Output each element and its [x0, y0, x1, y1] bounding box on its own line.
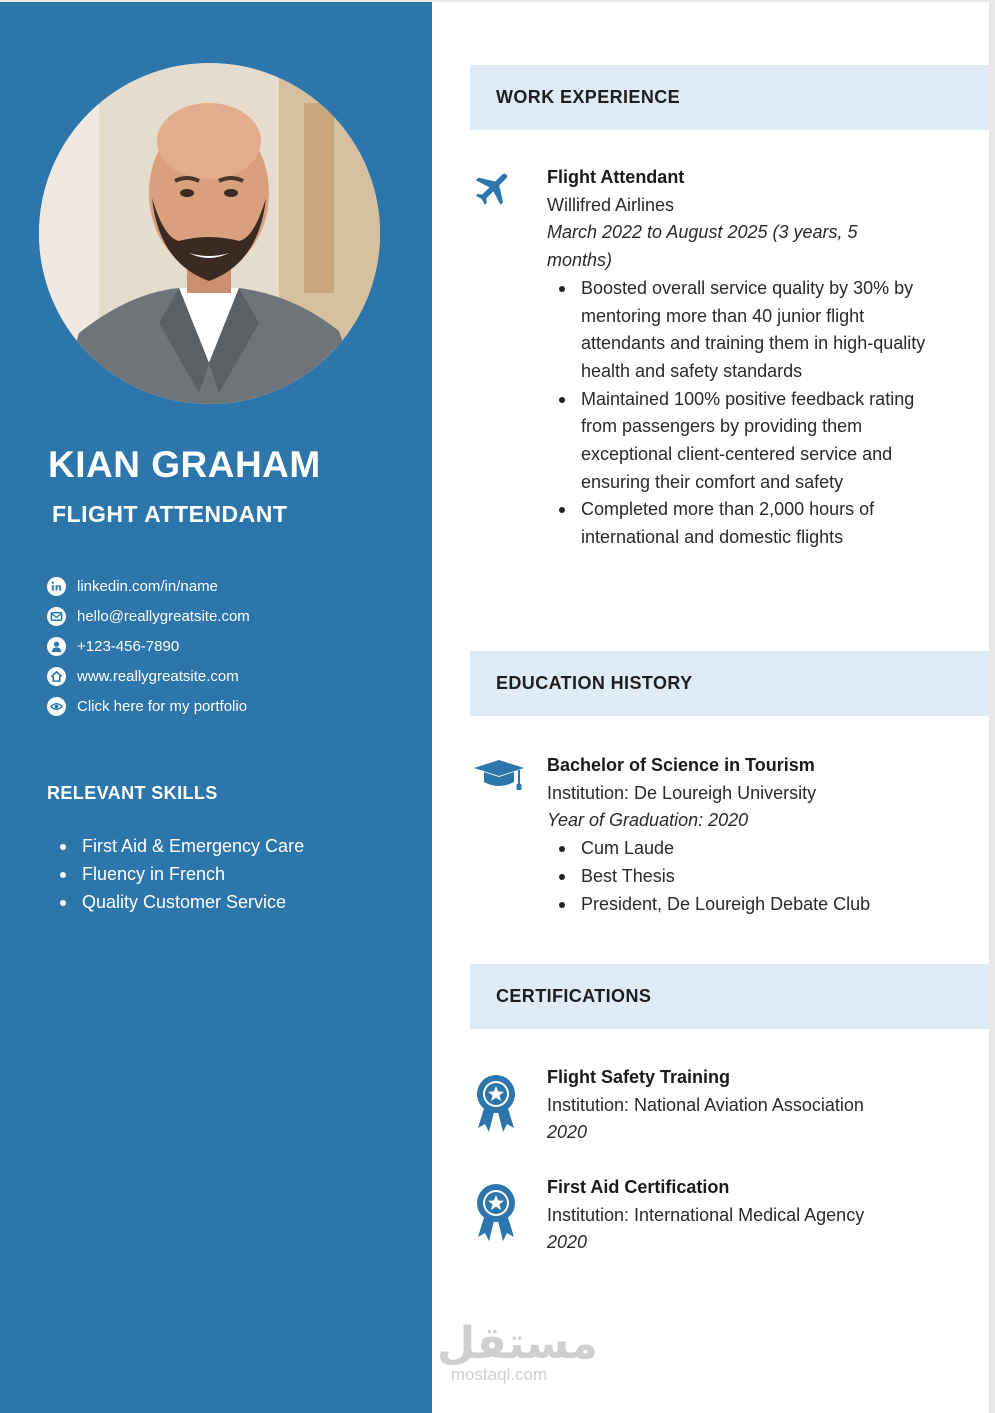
- skill-item: Fluency in French: [58, 860, 304, 888]
- education-heading: EDUCATION HISTORY: [496, 673, 693, 693]
- certifications-header: [470, 964, 989, 1029]
- work-bullet: Completed more than 2,000 hours of international and domestic flights: [547, 496, 927, 551]
- right-edge: [989, 0, 995, 1413]
- work-experience-heading: WORK EXPERIENCE: [496, 87, 681, 107]
- certifications-heading: CERTIFICATIONS: [496, 986, 652, 1006]
- graduation-cap-icon: [472, 758, 526, 794]
- work-experience-header: [470, 65, 989, 130]
- candidate-title: FLIGHT ATTENDANT: [52, 501, 288, 527]
- contact-list: [47, 571, 250, 721]
- contact-email-text: hello@reallygreatsite.com: [77, 607, 250, 625]
- watermark-arabic: مستقل: [437, 1318, 598, 1369]
- contact-linkedin-text: linkedin.com/in/name: [77, 577, 218, 595]
- certification-entry: [547, 1174, 927, 1257]
- work-period: March 2022 to August 2025 (3 years, 5 months): [547, 222, 858, 271]
- certification-institution: Institution: National Aviation Association: [547, 1094, 864, 1115]
- contact-portfolio-text: Click here for my portfolio: [77, 697, 248, 715]
- certification-title: First Aid Certification: [547, 1177, 730, 1197]
- contact-portfolio[interactable]: [47, 691, 250, 721]
- skill-item: Quality Customer Service: [58, 888, 304, 916]
- education-bullet: Cum Laude: [547, 835, 927, 863]
- work-role: Flight Attendant: [547, 167, 685, 187]
- award-ribbon-icon: [474, 1181, 518, 1245]
- skills-heading: RELEVANT SKILLS: [47, 783, 218, 803]
- contact-phone[interactable]: [47, 631, 250, 661]
- airplane-icon: [472, 166, 516, 210]
- education-header: [470, 651, 989, 716]
- work-bullets: [547, 275, 927, 552]
- email-icon: [47, 607, 66, 626]
- education-graduation: Year of Graduation: 2020: [547, 810, 749, 831]
- watermark-latin: mostaql.com: [450, 1365, 548, 1384]
- education-degree: Bachelor of Science in Tourism: [547, 755, 815, 775]
- contact-email[interactable]: [47, 601, 250, 631]
- skills-list: [58, 832, 304, 916]
- work-bullet: Boosted overall service quality by 30% by mentoring more than 40 junior flight attendants and training them in high-quality health and safety standards: [547, 275, 927, 386]
- certification-year: 2020: [547, 1232, 588, 1253]
- skill-item: First Aid & Emergency Care: [58, 832, 304, 860]
- education-bullet: Best Thesis: [547, 863, 927, 891]
- certification-institution: Institution: International Medical Agency: [547, 1204, 865, 1225]
- eye-icon: [47, 697, 66, 716]
- home-icon: [47, 667, 66, 686]
- work-bullet: Maintained 100% positive feedback rating from passengers by providing them exceptional client-centered service and ensuring their comfort and safety: [547, 386, 927, 497]
- education-bullet: President, De Loureigh Debate Club: [547, 891, 927, 919]
- award-ribbon-icon: [474, 1072, 518, 1136]
- work-entry: [547, 164, 927, 552]
- education-bullets: [547, 835, 927, 918]
- profile-photo: [39, 63, 380, 404]
- sidebar: [0, 2, 432, 1413]
- watermark: [437, 1318, 598, 1384]
- certification-entry: [547, 1064, 927, 1147]
- contact-phone-text: +123-456-7890: [77, 637, 180, 655]
- contact-linkedin[interactable]: [47, 571, 250, 601]
- linkedin-icon: [47, 577, 66, 596]
- candidate-name: KIAN GRAHAM: [48, 444, 321, 485]
- certification-title: Flight Safety Training: [547, 1067, 731, 1087]
- contact-website-text: www.reallygreatsite.com: [77, 667, 239, 685]
- certification-year: 2020: [547, 1122, 588, 1143]
- user-icon: [47, 637, 66, 656]
- work-company: Willifred Airlines: [547, 194, 675, 215]
- education-entry: [547, 752, 927, 918]
- contact-website[interactable]: [47, 661, 250, 691]
- education-institution: Institution: De Loureigh University: [547, 782, 817, 803]
